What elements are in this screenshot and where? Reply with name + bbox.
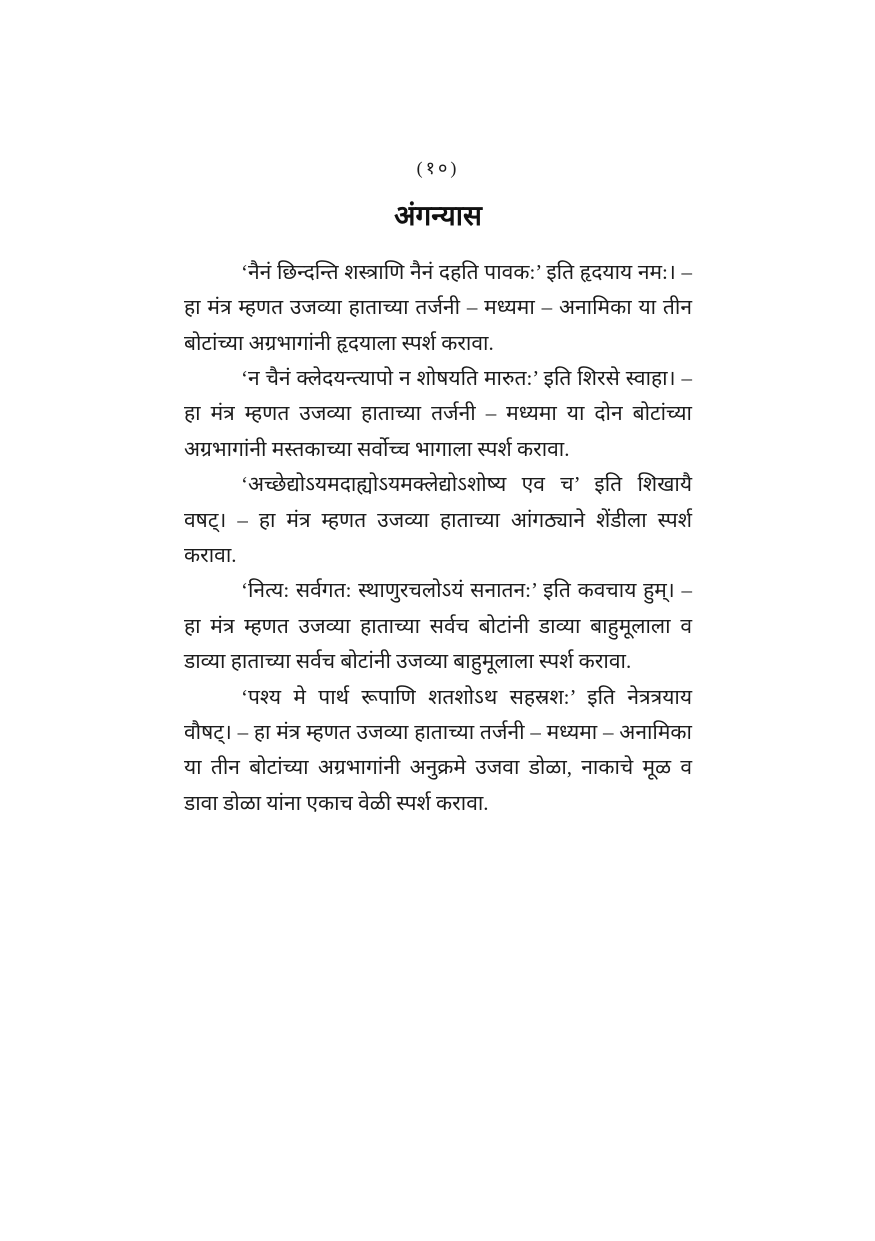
page-title: अंगन्यास bbox=[394, 201, 482, 232]
body-paragraph: ‘न चैनं क्लेदयन्त्यापो न शोषयति मारुत:’ इति शिरसे स्वाहा। – हा मंत्र म्हणत उजव्या हाताच्या तर्जनी – मध्यमा या दोन बोटांच्या अग्रभागांनी मस्तकाच्या सर्वोच्च भागाला स्पर्श करावा. bbox=[184, 365, 692, 461]
body-paragraph: ‘नित्य: सर्वगत: स्थाणुरचलोऽयं सनातन:’ इति कवचाय हुम्। – हा मंत्र म्हणत उजव्या हाताच्या सर्वच बोटांनी डाव्या बाहुमूलाला व डाव्या हाताच्या सर्वच बोटांनी उजव्या बाहुमूलाला स्पर्श करावा. bbox=[184, 578, 692, 674]
body-paragraph: ‘नैनं छिन्दन्ति शस्त्राणि नैनं दहति पावक:’ इति हृदयाय नम:। – हा मंत्र म्हणत उजव्या हाताच्या तर्जनी – मध्यमा – अनामिका या तीन बोटांच्या अग्रभागांनी हृदयाला स्पर्श करावा. bbox=[184, 259, 692, 355]
body-text bbox=[184, 255, 692, 822]
text-column bbox=[184, 0, 692, 821]
page-number: (१०) bbox=[416, 158, 460, 178]
body-paragraph: ‘पश्य मे पार्थ रूपाणि शतशोऽथ सहस्रश:’ इति नेत्रत्रयाय वौषट्। – हा मंत्र म्हणत उजव्या हाताच्या तर्जनी – मध्यमा – अनामिका या तीन बोटांच्या अग्रभागांनी अनुक्रमे उजवा डोळा, नाकाचे मूळ व डावा डोळा यांना एकाच वेळी स्पर्श करावा. bbox=[184, 684, 692, 815]
body-paragraph: ‘अच्छेद्योऽयमदाह्योऽयमक्लेद्योऽशोष्य एव च’ इति शिखायै वषट्। – हा मंत्र म्हणत उजव्या हाताच्या आंगठ्याने शेंडीला स्पर्श करावा. bbox=[184, 472, 692, 567]
